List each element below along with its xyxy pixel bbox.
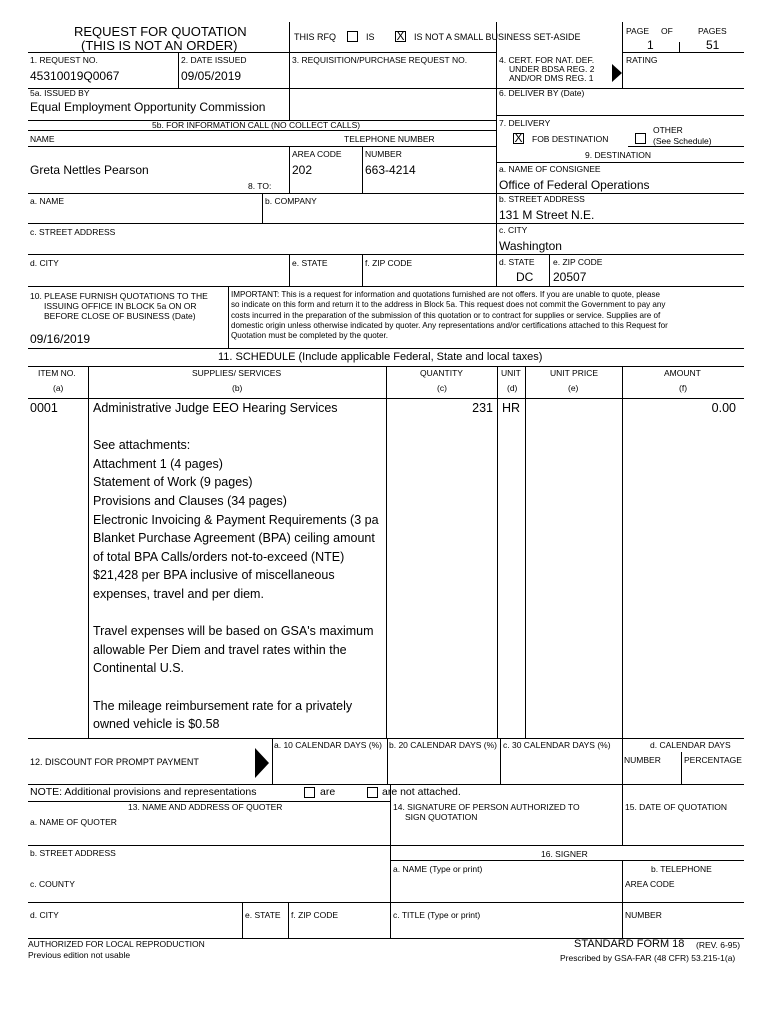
form-title: REQUEST FOR QUOTATION	[74, 24, 247, 39]
col-item-sub: (a)	[53, 383, 64, 393]
rfq-form	[28, 22, 744, 963]
dest-state-label: d. STATE	[499, 257, 535, 267]
signer-title-label: c. TITLE (Type or print)	[393, 910, 481, 920]
item-description	[93, 399, 385, 734]
signature-label-2: SIGN QUOTATION	[405, 812, 478, 822]
item-number: 0001	[30, 401, 58, 415]
request-no-value: 45310019Q0067	[30, 69, 120, 83]
consignee-label: a. NAME OF CONSIGNEE	[499, 164, 601, 174]
issued-by-value: Equal Employment Opportunity Commission	[30, 100, 266, 114]
number-label: NUMBER	[365, 149, 402, 159]
consignee-value: Office of Federal Operations	[499, 178, 650, 192]
pages-total: 51	[706, 38, 720, 52]
description-line: $21,428 per BPA inclusive of miscellaneous	[93, 568, 335, 583]
is-not-label: IS NOT A SMALL BUSINESS SET-ASIDE	[414, 32, 581, 42]
dest-zip-value: 20507	[553, 270, 587, 284]
issued-by-label: 5a. ISSUED BY	[30, 88, 90, 98]
description-line	[93, 604, 385, 623]
quoter-name-label: a. NAME OF QUOTER	[30, 817, 117, 827]
description-line: owned vehicle is $0.58	[93, 717, 220, 732]
signer-name-label: a. NAME (Type or print)	[393, 864, 483, 874]
are-not-checkbox[interactable]	[367, 787, 378, 798]
cert-label-1: 4. CERT. FOR NAT. DEF.	[499, 55, 595, 65]
fob-destination-checkbox[interactable]: X	[514, 131, 523, 145]
deliver-by-label: 6. DELIVER BY (Date)	[499, 88, 585, 98]
description-line: of total BPA Calls/orders not-to-exceed (NTE)	[93, 549, 345, 564]
date-issued-label: 2. DATE ISSUED	[181, 55, 247, 65]
other-sub-label: (See Schedule)	[653, 136, 712, 146]
other-label: OTHER	[653, 125, 683, 135]
pages-label: PAGES	[698, 26, 727, 36]
requisition-label: 3. REQUISITION/PURCHASE REQUEST NO.	[292, 55, 468, 65]
discount-20-label: b. 20 CALENDAR DAYS (%)	[389, 740, 498, 750]
description-line: Travel expenses will be based on GSA's maximum	[93, 624, 374, 639]
arrow-right-icon	[612, 64, 622, 82]
date-of-quotation-label: 15. DATE OF QUOTATION	[625, 802, 728, 812]
col-unit-header: UNIT	[501, 368, 521, 378]
this-rfq-label: THIS RFQ	[294, 32, 336, 42]
signature-label-1: 14. SIGNATURE OF PERSON AUTHORIZED TO	[393, 802, 580, 812]
cert-label-3: AND/OR DMS REG. 1	[509, 73, 594, 83]
signer-area-code-label: AREA CODE	[625, 879, 675, 889]
is-label: IS	[366, 32, 375, 42]
description-line: allowable Per Diem and travel rates within the	[93, 642, 347, 657]
furnish-label-3: BEFORE CLOSE OF BUSINESS (Date)	[44, 311, 196, 321]
important-line: so indicate on this form and return it to the address in Block 5a. This request does not commit the Government to pay any	[231, 300, 666, 310]
important-line: Quotation must be completed by the quoter.	[231, 331, 389, 341]
furnish-label-1: 10. PLEASE FURNISH QUOTATIONS TO THE	[30, 291, 208, 301]
footer-reproduction: AUTHORIZED FOR LOCAL REPRODUCTION	[28, 939, 205, 949]
description-line: See attachments:	[93, 438, 191, 453]
quoter-zip-label: f. ZIP CODE	[291, 910, 339, 920]
page-number: 1	[647, 38, 654, 52]
dest-city-value: Washington	[499, 239, 562, 253]
col-supplies-sub: (b)	[232, 383, 243, 393]
destination-label: 9. DESTINATION	[585, 150, 651, 160]
footer-previous-edition: Previous edition not usable	[28, 950, 131, 960]
name-label: NAME	[30, 134, 55, 144]
rating-label: RATING	[626, 55, 658, 65]
item-quantity: 231	[472, 401, 493, 415]
of-label: OF	[661, 26, 673, 36]
dest-city-label: c. CITY	[499, 225, 528, 235]
important-line: IMPORTANT: This is a request for information and quotations furnished are not offers. If you are unable to quote, please	[231, 290, 661, 299]
contact-name: Greta Nettles Pearson	[30, 163, 149, 177]
dest-street-label: b. STREET ADDRESS	[499, 194, 585, 204]
is-checkbox[interactable]	[347, 31, 358, 42]
form-revision: (REV. 6-95)	[696, 940, 741, 950]
description-line: The mileage reimbursement rate for a privately	[93, 698, 353, 713]
col-item-header: ITEM NO.	[38, 368, 76, 378]
discount-calendar-days-label: d. CALENDAR DAYS	[650, 740, 731, 750]
area-code-label: AREA CODE	[292, 149, 342, 159]
delivery-label: 7. DELIVERY	[499, 118, 551, 128]
discount-label: 12. DISCOUNT FOR PROMPT PAYMENT	[30, 757, 199, 767]
to-zip-label: f. ZIP CODE	[365, 258, 413, 268]
col-unit-sub: (d)	[507, 383, 518, 393]
description-line: expenses, travel and per diem.	[93, 586, 264, 601]
col-amount-header: AMOUNT	[664, 368, 701, 378]
form-prescribed: Prescribed by GSA-FAR (48 CFR) 53.215-1(a)	[560, 953, 736, 963]
contact-number: 663-4214	[365, 163, 416, 177]
item-amount: 0.00	[711, 401, 736, 415]
are-checkbox[interactable]	[304, 787, 315, 798]
important-notice	[231, 290, 711, 341]
quoter-city-label: d. CITY	[30, 910, 59, 920]
info-call-label: 5b. FOR INFORMATION CALL (NO COLLECT CALLS)	[152, 120, 361, 130]
furnish-label-2: ISSUING OFFICE IN BLOCK 5a ON OR	[44, 301, 197, 311]
discount-10-label: a. 10 CALENDAR DAYS (%)	[274, 740, 383, 750]
quoter-street-label: b. STREET ADDRESS	[30, 848, 116, 858]
description-line: Continental U.S.	[93, 661, 185, 676]
discount-number-label: NUMBER	[624, 755, 661, 765]
discount-percentage-label: PERCENTAGE	[684, 755, 742, 765]
are-not-label: are not attached.	[382, 786, 461, 798]
date-issued-value: 09/05/2019	[181, 69, 242, 83]
to-company-label: b. COMPANY	[265, 196, 317, 206]
to-street-label: c. STREET ADDRESS	[30, 227, 116, 237]
arrow-right-icon	[255, 748, 269, 778]
discount-30-label: c. 30 CALENDAR DAYS (%)	[503, 740, 611, 750]
description-line: Electronic Invoicing & Payment Requirements (3 pa	[93, 512, 379, 527]
contact-area-code: 202	[292, 163, 313, 177]
form-subtitle: (THIS IS NOT AN ORDER)	[81, 38, 238, 53]
item-unit: HR	[502, 401, 521, 415]
cert-label-2: UNDER BDSA REG. 2	[509, 64, 595, 74]
description-line: Administrative Judge EEO Hearing Services	[93, 401, 338, 415]
description-line	[93, 678, 385, 697]
dest-zip-label: e. ZIP CODE	[553, 257, 603, 267]
to-name-label: a. NAME	[30, 196, 65, 206]
furnish-date: 09/16/2019	[30, 332, 91, 346]
signer-telephone-label: b. TELEPHONE	[651, 864, 712, 874]
schedule-title: 11. SCHEDULE (Include applicable Federal, State and local taxes)	[218, 351, 543, 363]
request-no-label: 1. REQUEST NO.	[30, 55, 98, 65]
page-label: PAGE	[626, 26, 649, 36]
signer-label: 16. SIGNER	[541, 849, 588, 859]
is-not-checkbox[interactable]: X	[396, 29, 405, 43]
form-name: STANDARD FORM 18	[574, 938, 685, 950]
to-state-label: e. STATE	[292, 258, 328, 268]
quoter-block-label: 13. NAME AND ADDRESS OF QUOTER	[128, 802, 283, 812]
other-checkbox[interactable]	[635, 133, 646, 144]
col-unit-price-sub: (e)	[568, 383, 579, 393]
col-unit-price-header: UNIT PRICE	[550, 368, 599, 378]
signer-number-label: NUMBER	[625, 910, 662, 920]
note-text: NOTE: Additional provisions and representations	[30, 786, 257, 798]
col-quantity-sub: (c)	[437, 383, 447, 393]
important-line: costs incurred in the preparation of the submission of this quotation or to contract for supplies or service. Supplies are of	[231, 310, 661, 320]
description-line: Provisions and Clauses (34 pages)	[93, 493, 287, 508]
to-label: 8. TO:	[248, 181, 272, 191]
col-quantity-header: QUANTITY	[420, 368, 463, 378]
are-label: are	[320, 786, 336, 798]
quoter-county-label: c. COUNTY	[30, 879, 75, 889]
fob-destination-label: FOB DESTINATION	[532, 134, 609, 144]
description-line	[93, 418, 385, 437]
important-line: domestic origin unless otherwise indicated by quoter. Any representations and/or certifications attached to this Request for	[231, 320, 668, 330]
dest-state-value: DC	[516, 270, 534, 284]
description-line: Blanket Purchase Agreement (BPA) ceiling amount	[93, 531, 375, 546]
col-supplies-header: SUPPLIES/ SERVICES	[192, 368, 282, 378]
dest-street-value: 131 M Street N.E.	[499, 208, 595, 222]
description-line: Attachment 1 (4 pages)	[93, 456, 223, 471]
quoter-state-label: e. STATE	[245, 910, 281, 920]
col-amount-sub: (f)	[679, 383, 688, 393]
description-line: Statement of Work (9 pages)	[93, 475, 253, 490]
to-city-label: d. CITY	[30, 258, 59, 268]
telephone-label: TELEPHONE NUMBER	[344, 134, 435, 144]
